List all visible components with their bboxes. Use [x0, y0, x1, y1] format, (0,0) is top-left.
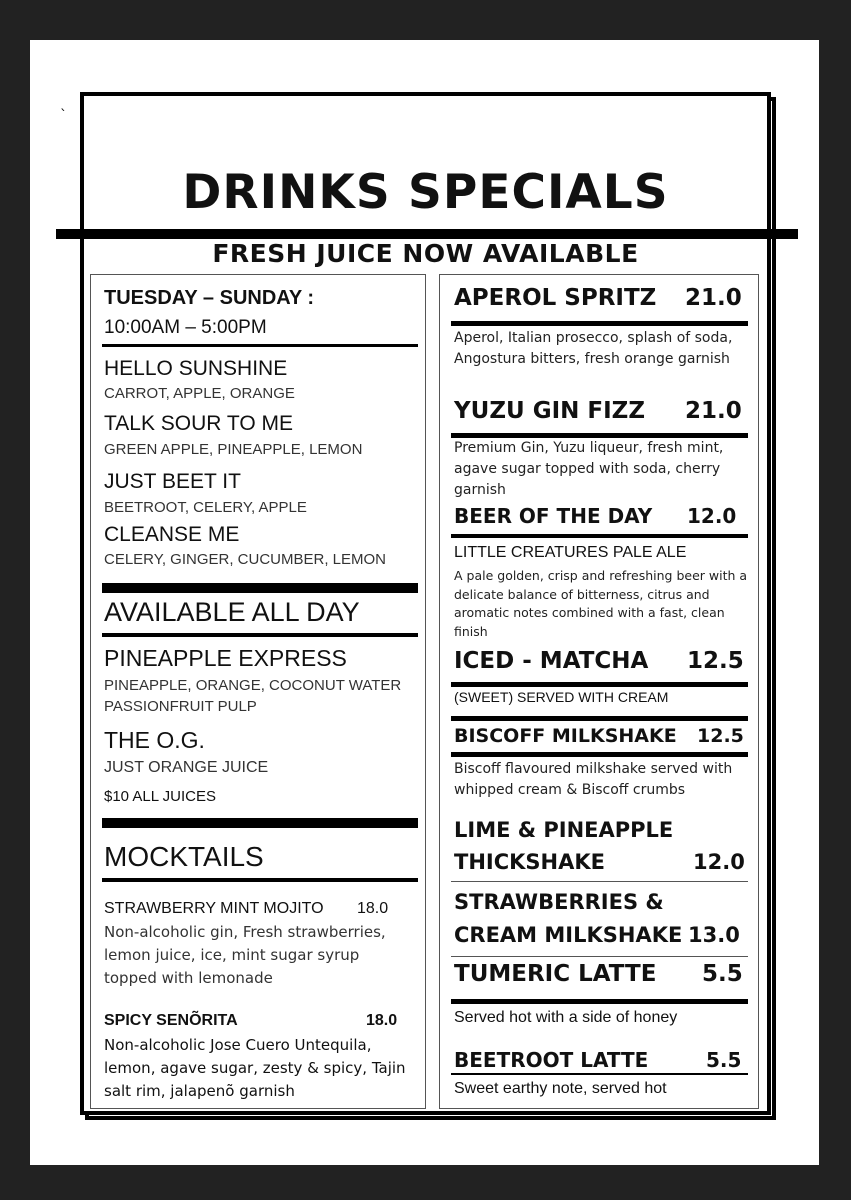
beer-subtitle: LITTLE CREATURES PALE ALE: [454, 544, 687, 561]
mocktail-name: STRAWBERRY MINT MOJITO: [104, 900, 324, 917]
drink-price: 12.0: [693, 850, 745, 874]
drink-name: BEETROOT LATTE: [454, 1048, 649, 1072]
drink-price: 21.0: [685, 285, 742, 311]
drink-divider: [451, 956, 748, 957]
drink-divider: [451, 752, 748, 757]
page-subtitle: FRESH JUICE NOW AVAILABLE: [212, 239, 639, 268]
right-column: [439, 274, 759, 1109]
section-divider: [102, 818, 418, 828]
drink-description: A pale golden, crisp and refreshing beer with a delicate balance of bitterness, citrus and aromatic notes combined with a fast, clean finish: [454, 568, 748, 639]
drink-name: APEROL SPRITZ: [454, 285, 657, 311]
stray-mark: `: [60, 108, 67, 124]
drink-divider: [451, 1073, 748, 1075]
mocktail-price: 18.0: [357, 900, 389, 917]
mocktail-description: Non-alcoholic gin, Fresh strawberries, lemon juice, ice, mint sugar syrup topped with lemonade: [104, 923, 386, 987]
drink-price: 5.5: [702, 961, 743, 987]
juice-ingredients: BEETROOT, CELERY, APPLE: [104, 499, 307, 516]
section-divider: [102, 583, 418, 593]
drink-description: Premium Gin, Yuzu liqueur, fresh mint, agave sugar topped with soda, cherry garnish: [454, 440, 724, 498]
drink-description: (SWEET) SERVED WITH CREAM: [454, 689, 669, 705]
juice-ingredients: PINEAPPLE, ORANGE, COCONUT WATER: [104, 677, 402, 694]
page-title: DRINKS SPECIALS: [182, 165, 669, 220]
drink-name: BEER OF THE DAY: [454, 504, 653, 528]
juice-ingredients: PASSIONFRUIT PULP: [104, 698, 257, 715]
drink-description: Biscoff flavoured milkshake served with whipped cream & Biscoff crumbs: [454, 761, 733, 798]
juice-name: THE O.G.: [104, 727, 205, 753]
drink-name: ICED - MATCHA: [454, 648, 649, 674]
drink-divider: [451, 716, 748, 721]
juice-ingredients: CARROT, APPLE, ORANGE: [104, 385, 295, 402]
juice-ingredients: GREEN APPLE, PINEAPPLE, LEMON: [104, 441, 363, 458]
juice-name: CLEANSE ME: [104, 523, 240, 546]
drink-divider: [451, 881, 748, 882]
drink-price: 12.0: [687, 504, 737, 528]
drink-price: 21.0: [685, 398, 742, 424]
title-divider: [56, 229, 798, 239]
mocktail-price: 18.0: [366, 1012, 398, 1029]
drink-name: THICKSHAKE: [454, 850, 605, 874]
drink-name: CREAM MILKSHAKE: [454, 923, 683, 947]
drink-divider: [451, 321, 748, 326]
drink-description: Served hot with a side of honey: [454, 1009, 678, 1026]
juice-name: HELLO SUNSHINE: [104, 357, 288, 380]
schedule-days: TUESDAY – SUNDAY :: [104, 287, 315, 309]
drink-name: STRAWBERRIES &: [454, 890, 664, 914]
juice-name: JUST BEET IT: [104, 470, 241, 493]
drink-name: TUMERIC LATTE: [454, 961, 657, 987]
left-column: [90, 274, 426, 1109]
mocktail-description: Non-alcoholic Jose Cuero Untequila, lemon, agave sugar, zesty & spicy, Tajin salt rim, jalapenõ garnish: [104, 1036, 406, 1100]
drink-price: 12.5: [697, 725, 744, 747]
drink-name: BISCOFF MILKSHAKE: [454, 725, 677, 747]
mocktails-divider: [102, 878, 418, 882]
drink-description: Aperol, Italian prosecco, splash of soda, Angostura bitters, fresh orange garnish: [454, 330, 733, 367]
juice-price-note: $10 ALL JUICES: [104, 788, 217, 805]
juice-ingredients: CELERY, GINGER, CUCUMBER, LEMON: [104, 551, 387, 568]
schedule-hours: 10:00AM – 5:00PM: [104, 317, 267, 338]
drink-divider: [451, 682, 748, 687]
drink-divider: [451, 999, 748, 1004]
schedule-divider: [102, 344, 418, 347]
juice-name: TALK SOUR TO ME: [104, 412, 294, 435]
drink-name: LIME & PINEAPPLE: [454, 818, 674, 842]
drink-divider: [451, 534, 748, 538]
drink-description: Sweet earthy note, served hot: [454, 1080, 667, 1097]
all-day-divider: [102, 633, 418, 637]
all-day-heading: AVAILABLE ALL DAY: [104, 597, 360, 627]
drink-name: YUZU GIN FIZZ: [454, 398, 646, 424]
mocktails-heading: MOCKTAILS: [104, 841, 264, 872]
juice-ingredients: JUST ORANGE JUICE: [104, 759, 269, 776]
mocktail-name: SPICY SENÕRITA: [104, 1012, 238, 1029]
drink-price: 12.5: [687, 648, 744, 674]
drink-price: 13.0: [688, 923, 740, 947]
drink-price: 5.5: [706, 1048, 742, 1072]
juice-name: PINEAPPLE EXPRESS: [104, 645, 347, 671]
